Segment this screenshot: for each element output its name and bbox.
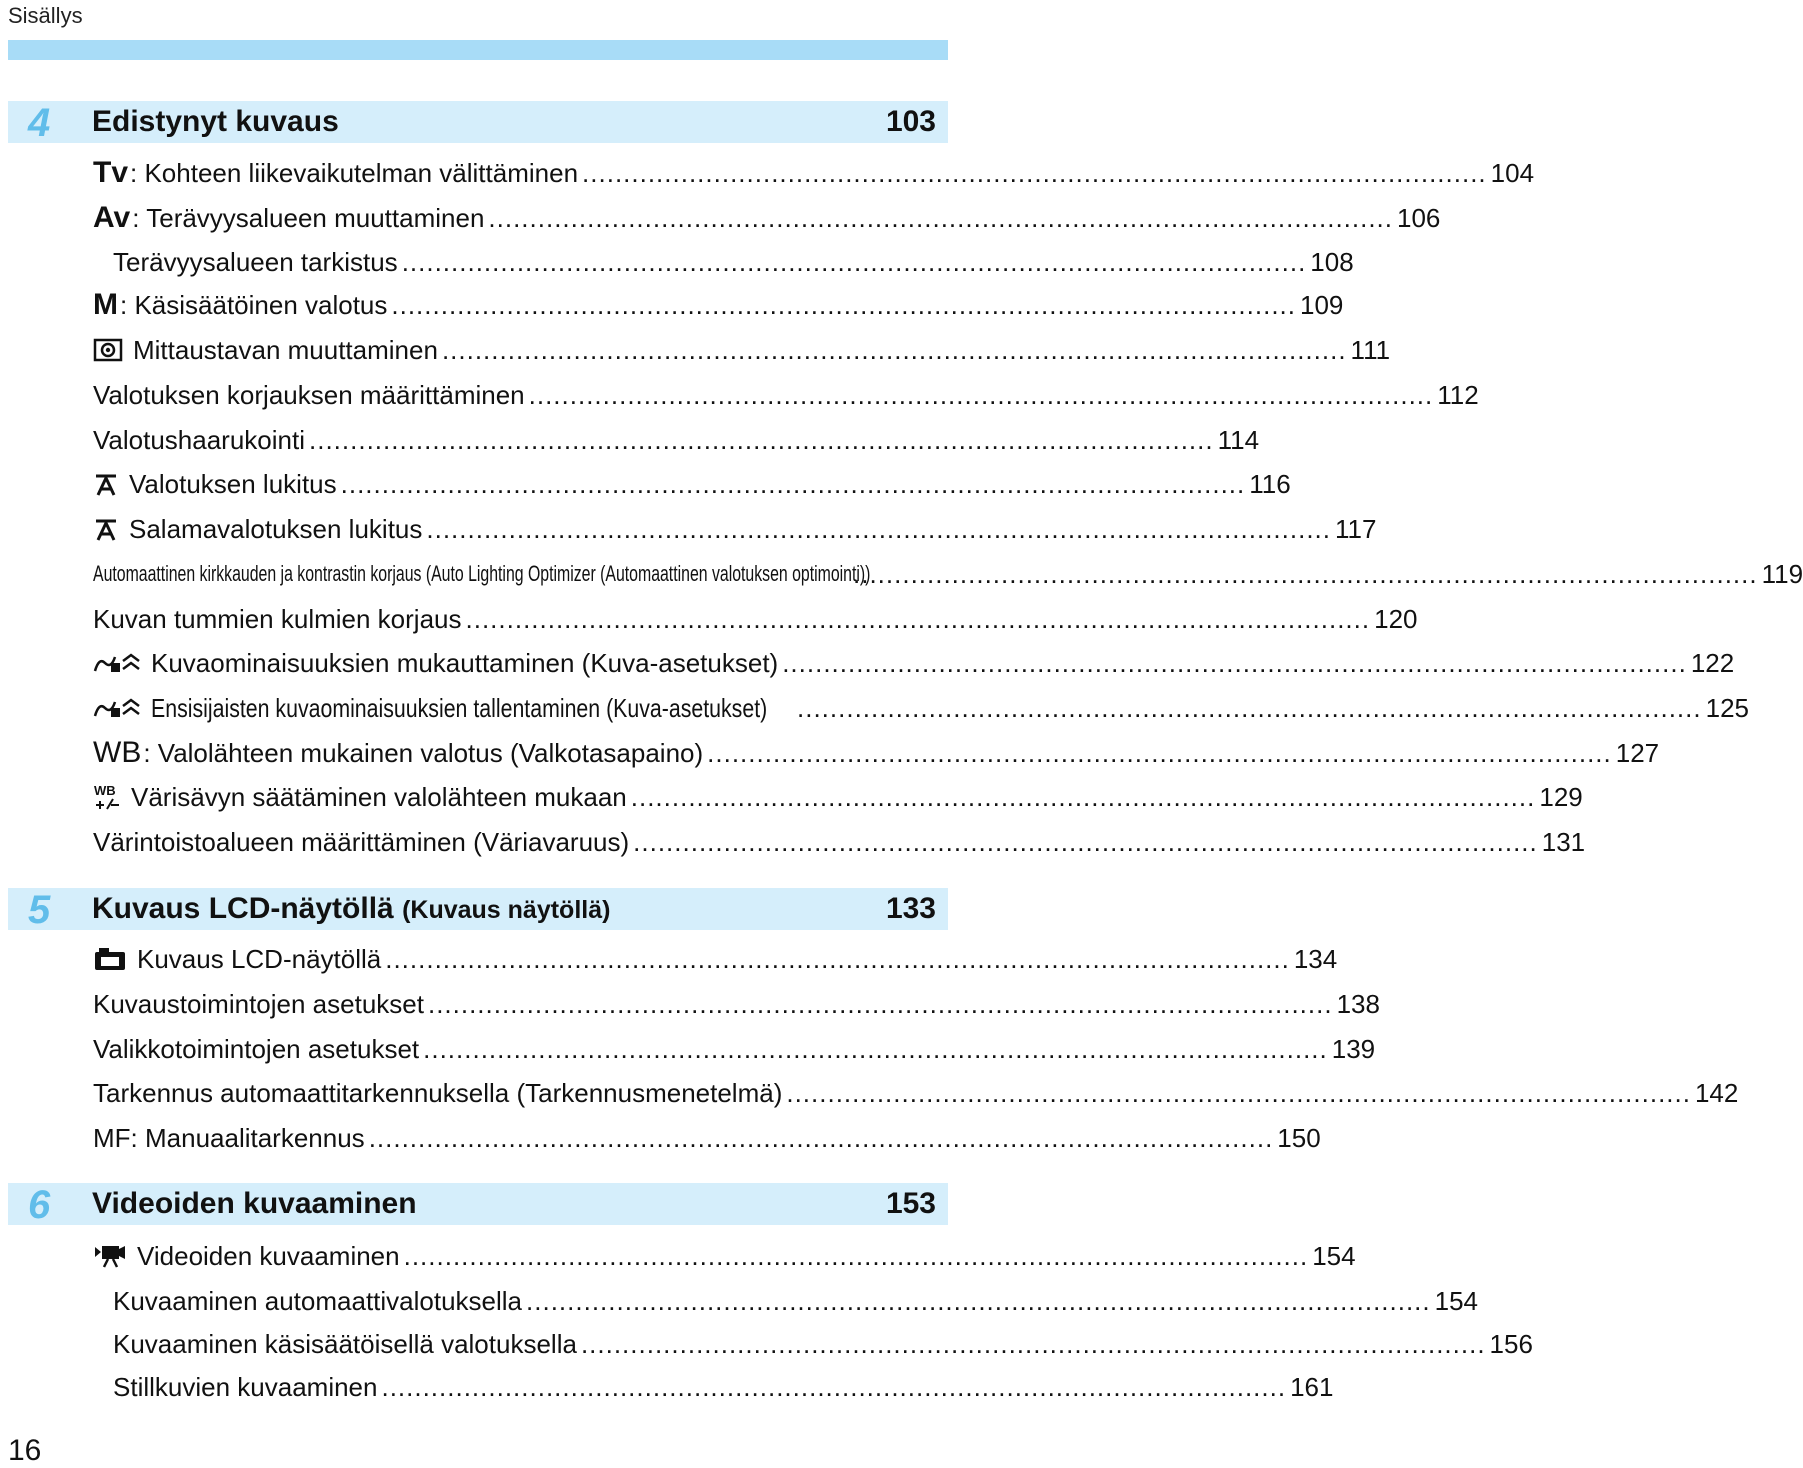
ae-lock-icon [93, 471, 119, 497]
toc-entry[interactable] [93, 153, 1535, 193]
leader-dots: .............................................................................................................. [786, 1077, 1691, 1108]
entry-page: 131 [1541, 826, 1586, 857]
entry-label: Valotuksen korjauksen määrittäminen [93, 379, 525, 410]
leader-dots: .............................................................................................................. [368, 1122, 1274, 1153]
chapter-title: Edistynyt kuvaus [92, 105, 339, 138]
mode-tv-label: Tv [93, 156, 129, 189]
toc-entry[interactable] [93, 984, 1380, 1024]
picture-style-icon [93, 696, 141, 720]
leader-dots: .............................................................................................................. [526, 1285, 1431, 1316]
entry-page: 129 [1539, 781, 1583, 812]
leader-dots: .............................................................................................................. [403, 1240, 1309, 1271]
chapter-title: Kuvaus LCD-näytöllä [92, 892, 394, 925]
chapter-number: 5 [28, 888, 51, 932]
entry-label: Salamavalotuksen lukitus [129, 513, 423, 544]
toc-entry[interactable] [93, 420, 1260, 460]
entry-label: Terävyysalueen tarkistus [113, 246, 398, 277]
entry-page: 127 [1615, 737, 1660, 768]
leader-dots: .............................................................................................................. [423, 1033, 1328, 1064]
chapter-title: Videoiden kuvaaminen [92, 1187, 417, 1220]
entry-label: Mittaustavan muuttaminen [133, 334, 438, 365]
entry-page: 119 [1761, 558, 1803, 589]
entry-label: Värintoistoalueen määrittäminen (Väriavaruus) [93, 826, 630, 857]
entry-label: : Kohteen liikevaikutelman välittäminen [130, 157, 579, 188]
entry-page: 108 [1310, 246, 1354, 277]
toc-entry[interactable] [93, 688, 1749, 728]
leader-dots: .............................................................................................................. [853, 558, 1758, 589]
entry-label: : Terävyysalueen muuttaminen [132, 202, 485, 233]
chapter-page: 153 [885, 1187, 936, 1220]
leader-dots: .............................................................................................................. [385, 943, 1290, 974]
toc-entry[interactable] [93, 1236, 1356, 1276]
entry-label: : Valolähteen mukainen valotus (Valkotasapaino) [143, 737, 704, 768]
entry-label: Stillkuvien kuvaaminen [113, 1371, 378, 1402]
chapter-page: 103 [885, 105, 936, 138]
entry-label: : Käsisäätöinen valotus [120, 289, 388, 320]
entry-page: 120 [1374, 603, 1418, 634]
entry-page: 138 [1336, 988, 1380, 1019]
entry-label: Kuvaominaisuuksien mukauttaminen (Kuva-asetukset) [151, 647, 779, 678]
entry-label: Automaattinen kirkkauden ja kontrastin korjaus (Auto Lighting Optimizer (Automaattinen valotuksen optimointi)) [93, 561, 871, 586]
leader-dots: .............................................................................................................. [633, 826, 1538, 857]
svg-text:WB: WB [94, 783, 116, 798]
entry-page: 125 [1705, 692, 1749, 723]
entry-label: Kuvaustoimintojen asetukset [93, 988, 424, 1019]
leader-dots: .............................................................................................................. [427, 988, 1333, 1019]
chapter-page: 133 [885, 892, 936, 925]
leader-dots: .............................................................................................................. [782, 647, 1687, 678]
mode-wb-label: WB [93, 736, 142, 769]
chapter-6-heading[interactable] [8, 1183, 948, 1225]
toc-entry[interactable] [93, 464, 1291, 504]
entry-label: Värisävyn säätäminen valolähteen mukaan [131, 781, 627, 812]
camera-icon [93, 946, 127, 972]
entry-page: 142 [1694, 1077, 1739, 1108]
leader-dots: .............................................................................................................. [580, 1328, 1486, 1359]
toc-entry[interactable] [113, 242, 1354, 282]
mode-av-label: Av [93, 201, 131, 234]
fe-lock-icon [93, 516, 119, 542]
entry-page: 104 [1490, 157, 1535, 188]
leader-dots: .............................................................................................................. [630, 781, 1536, 812]
entry-page: 122 [1690, 647, 1735, 678]
chapter-5-heading[interactable] [8, 888, 948, 930]
entry-page: 150 [1277, 1122, 1321, 1153]
toc-entry[interactable] [93, 1118, 1321, 1158]
toc-entry[interactable] [93, 939, 1338, 979]
toc-entry[interactable] [113, 1367, 1334, 1407]
entry-label: Kuvaus LCD-näytöllä [137, 943, 382, 974]
toc-entry[interactable] [93, 599, 1418, 639]
leader-dots: .............................................................................................................. [582, 157, 1487, 188]
chapter-number: 6 [28, 1183, 51, 1227]
entry-label: Kuvan tummien kulmien korjaus [93, 603, 462, 634]
entry-page: 134 [1293, 943, 1338, 974]
entry-label: Valikkotoimintojen asetukset [93, 1033, 420, 1064]
toc-entry[interactable] [93, 1073, 1739, 1113]
toc-entry[interactable] [93, 285, 1344, 325]
toc-entry[interactable] [93, 822, 1586, 862]
entry-page: 139 [1331, 1033, 1376, 1064]
entry-page: 112 [1437, 379, 1479, 410]
toc-entry[interactable] [93, 509, 1377, 549]
entry-page: 154 [1434, 1285, 1479, 1316]
leader-dots: .............................................................................................................. [465, 603, 1371, 634]
chapter-4-heading[interactable] [8, 101, 948, 143]
leader-dots: .............................................................................................................. [528, 379, 1434, 410]
entry-page: 114 [1217, 424, 1260, 455]
entry-label: Kuvaaminen käsisäätöisellä valotuksella [113, 1328, 577, 1359]
leader-dots: .............................................................................................................. [707, 737, 1612, 768]
entry-label: MF: Manuaalitarkennus [93, 1122, 365, 1153]
leader-dots: .............................................................................................................. [391, 289, 1296, 320]
toc-entry[interactable] [113, 1281, 1479, 1321]
toc-entry[interactable] [113, 1324, 1533, 1364]
leader-dots: .............................................................................................................. [441, 334, 1347, 365]
page-number: 16 [8, 1434, 42, 1467]
movie-camera-icon [93, 1243, 127, 1269]
leader-dots: .............................................................................................................. [488, 202, 1394, 233]
leader-dots: .............................................................................................................. [340, 468, 1246, 499]
leader-dots: .............................................................................................................. [309, 424, 1214, 455]
entry-label: Ensisijaisten kuvaominaisuuksien tallentaminen (Kuva-asetukset) [151, 692, 768, 723]
toc-entry[interactable] [93, 733, 1660, 773]
toc-entry[interactable] [93, 777, 1583, 817]
toc-entry[interactable] [93, 1029, 1376, 1069]
toc-entry[interactable] [93, 198, 1441, 238]
wb-correction-icon [93, 783, 121, 811]
section-label: Sisällys [8, 3, 83, 28]
toc-entry[interactable] [93, 554, 1803, 594]
entry-label: Kuvaaminen automaattivalotuksella [113, 1285, 523, 1316]
header-bar [8, 40, 948, 60]
toc-entry[interactable] [93, 643, 1735, 683]
entry-label: Valotushaarukointi [93, 424, 305, 455]
leader-dots: .............................................................................................................. [401, 246, 1307, 277]
leader-dots: .............................................................................................................. [381, 1371, 1287, 1402]
toc-entry[interactable] [93, 375, 1479, 415]
chapter-number: 4 [28, 101, 51, 145]
entry-page: 161 [1290, 1371, 1334, 1402]
entry-page: 156 [1489, 1328, 1533, 1359]
entry-page: 117 [1335, 513, 1377, 544]
chapter-subtitle: (Kuvaus näytöllä) [402, 896, 611, 924]
metering-mode-icon [93, 337, 123, 363]
leader-dots: .............................................................................................................. [426, 513, 1331, 544]
toc-entry[interactable] [93, 330, 1391, 370]
leader-dots: .............................................................................................................. [797, 692, 1702, 723]
entry-page: 111 [1350, 334, 1391, 365]
entry-page: 106 [1397, 202, 1441, 233]
entry-label: Tarkennus automaattitarkennuksella (Tarkennusmenetelmä) [93, 1077, 783, 1108]
entry-page: 154 [1312, 1240, 1356, 1271]
mode-m-label: M [93, 288, 118, 321]
entry-page: 116 [1249, 468, 1291, 499]
entry-label: Videoiden kuvaaminen [137, 1240, 400, 1271]
entry-label: Valotuksen lukitus [129, 468, 337, 499]
picture-style-icon [93, 651, 141, 675]
entry-page: 109 [1300, 289, 1344, 320]
